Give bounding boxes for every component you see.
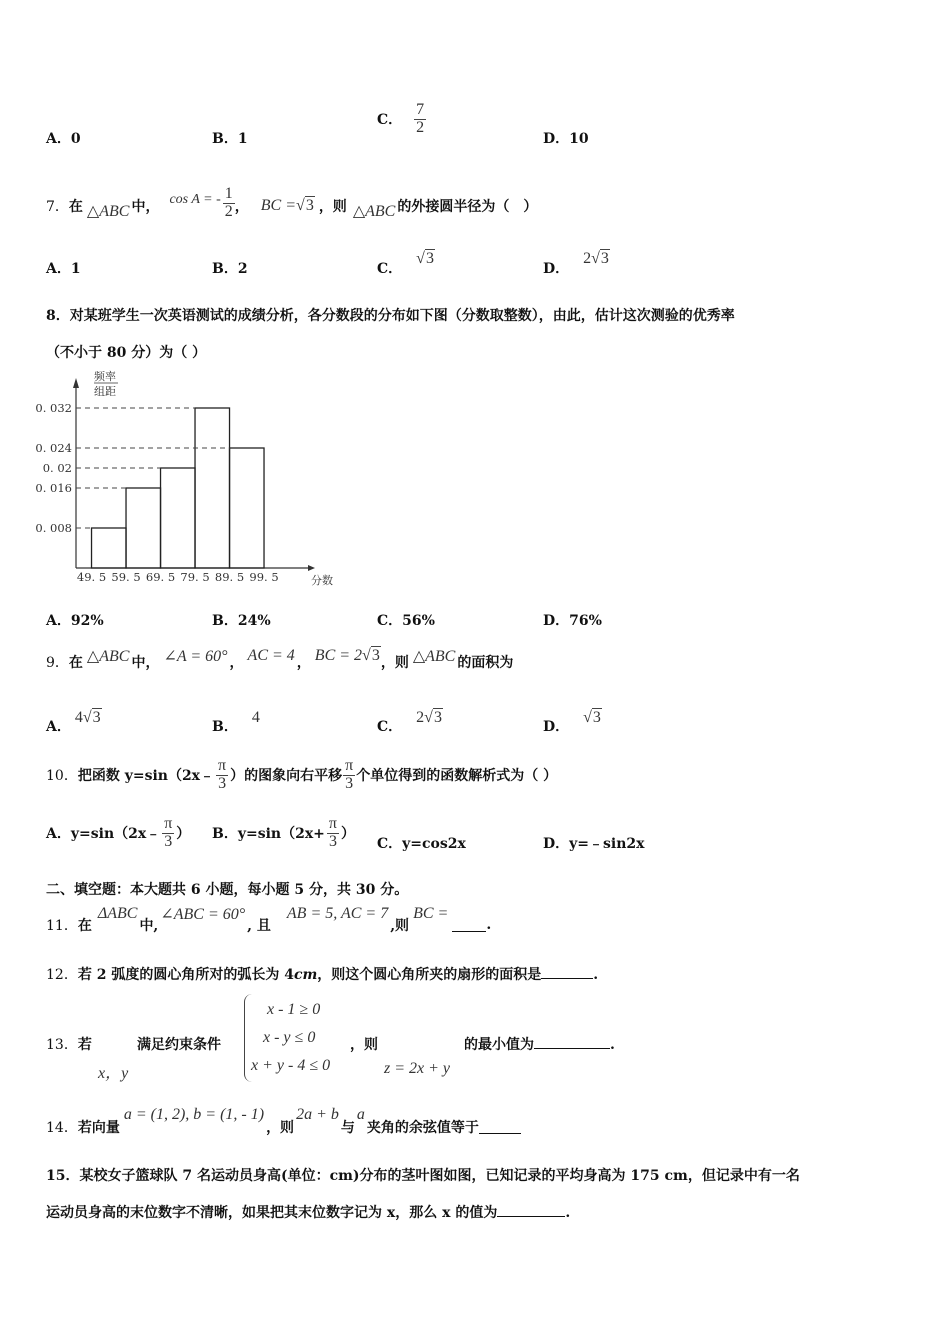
fraction: $\frac{7}{2}$	[416, 101, 425, 136]
q6-option-d: D．10	[543, 131, 589, 147]
question-15-line1: 15．某校女子篮球队 7 名运动员身高(单位：cm)分布的茎叶图如图，已知记录的平均身高为 175 cm，但记录中有一名	[46, 1168, 800, 1184]
y-axis-label-bottom: 组距	[94, 385, 116, 398]
x-axis-arrow	[308, 565, 315, 571]
q8-option-c: C．56%	[377, 613, 435, 629]
x-tick-label: 59. 5	[111, 570, 141, 584]
x-tick-label: 89. 5	[214, 570, 245, 584]
x-tick-label: 49. 5	[76, 570, 107, 584]
answer-blank[interactable]	[479, 1120, 521, 1134]
q13-objective: z = 2x + y	[384, 1060, 451, 1077]
q8-option-a: A．92%	[46, 613, 104, 629]
q8-option-d: D．76%	[543, 613, 602, 629]
sqrt: √3	[296, 197, 314, 214]
question-13-number: 13．若	[46, 1037, 92, 1053]
q7-option-c: C．√3	[377, 250, 434, 277]
y-tick-label: 0. 016	[35, 481, 72, 495]
question-9: 9． 在 △ABC 中， ∠A = 60° ， AC = 4 ， BC = 2 √3 ，则 △ABC 的面积为	[46, 647, 514, 671]
q9-option-d: D． √3	[543, 709, 601, 735]
histogram-bar	[161, 468, 196, 568]
histogram-bar	[126, 488, 160, 568]
q9-option-b: B． 4	[212, 709, 260, 735]
q10-option-a: A． y=sin（2x﹣ $\frac{\pi}{3}$ ）	[46, 815, 191, 850]
question-7: 7． 在 △ABC 中， cos A = - $\frac{1}{2}$ ， BC = √3 ，则 △ABC 的外接圆半径为（ ）	[46, 184, 538, 220]
q7-option-b: B．2	[212, 261, 248, 277]
q6-option-c: C． $\frac{7}{2}$	[377, 101, 425, 136]
histogram-bar	[230, 448, 265, 568]
x-tick-label: 79. 5	[180, 570, 210, 584]
q10-option-b: B． y=sin（2x+ $\frac{\pi}{3}$ ）	[212, 815, 355, 850]
answer-blank[interactable]	[497, 1203, 565, 1217]
q13-post: 的最小值为 .	[464, 1037, 615, 1053]
x-axis-label: 分数	[311, 574, 333, 587]
q10-option-d: D．y=﹣sin2x	[543, 836, 645, 852]
question-15-line2: 运动员身高的末位数字不清晰，如果把其末位数字记为 x，那么 x 的值为 .	[46, 1205, 571, 1221]
q9-option-a: A． 4√3	[46, 709, 101, 735]
q9-option-c: C． 2√3	[377, 709, 442, 735]
histogram-chart	[35, 368, 360, 593]
section-2-heading: 二、填空题：本大题共 6 小题，每小题 5 分，共 30 分。	[46, 882, 409, 898]
x-tick-label: 69. 5	[145, 570, 176, 584]
y-axis-label-top: 频率	[94, 370, 116, 383]
q13-then: ，则	[350, 1037, 378, 1053]
answer-blank[interactable]	[534, 1035, 610, 1049]
y-tick-label: 0. 032	[35, 401, 72, 415]
y-tick-label: 0. 024	[35, 441, 72, 455]
y-tick-label: 0. 02	[42, 461, 72, 475]
q6-option-b: B．1	[212, 131, 248, 147]
question-11: 11． 在 ΔABC 中, ∠ABC = 60° , 且 AB = 5, AC = 7 ,则 BC = .	[46, 905, 492, 934]
x-tick-label: 99. 5	[249, 570, 279, 584]
q7-option-d: D．2√3	[543, 250, 609, 277]
question-8-line2: （不小于 80 分）为（ ）	[46, 345, 207, 361]
question-8-line1: 8．对某班学生一次英语测试的成绩分析，各分数段的分布如下图（分数取整数），由此，估计这次测验的优秀率	[46, 308, 735, 324]
q8-option-b: B．24%	[212, 613, 271, 629]
question-12: 12．若 2 弧度的圆心角所对的弧长为 4cm，则这个圆心角所夹的扇形的面积是 .	[46, 967, 599, 983]
q10-option-c: C．y=cos2x	[377, 836, 466, 852]
histogram-bar	[195, 408, 230, 568]
q6-option-a: A．0	[46, 131, 81, 147]
answer-blank[interactable]	[452, 918, 486, 932]
q7-option-a: A．1	[46, 261, 81, 277]
q13-mid: 满足约束条件	[137, 1037, 221, 1053]
y-axis-arrow	[73, 378, 79, 388]
constraint-system: x - 1 ≥ 0 x - y ≤ 0 x + y - 4 ≤ 0	[244, 994, 336, 1082]
histogram-bar	[92, 528, 127, 568]
answer-blank[interactable]	[541, 965, 593, 979]
question-10: 10． 把函数 y=sin（2x﹣ $\frac{\pi}{3}$ ）的图象向右平移 $\frac{\pi}{3}$ 个单位得到的函数解析式为（ ）	[46, 757, 558, 792]
q13-vars: x，y	[98, 1065, 129, 1082]
y-tick-label: 0. 008	[35, 521, 72, 535]
question-14: 14． 若向量 a = (1, 2), b = (1, - 1) ，则 2a + b 与 a 夹角的余弦值等于	[46, 1102, 521, 1138]
